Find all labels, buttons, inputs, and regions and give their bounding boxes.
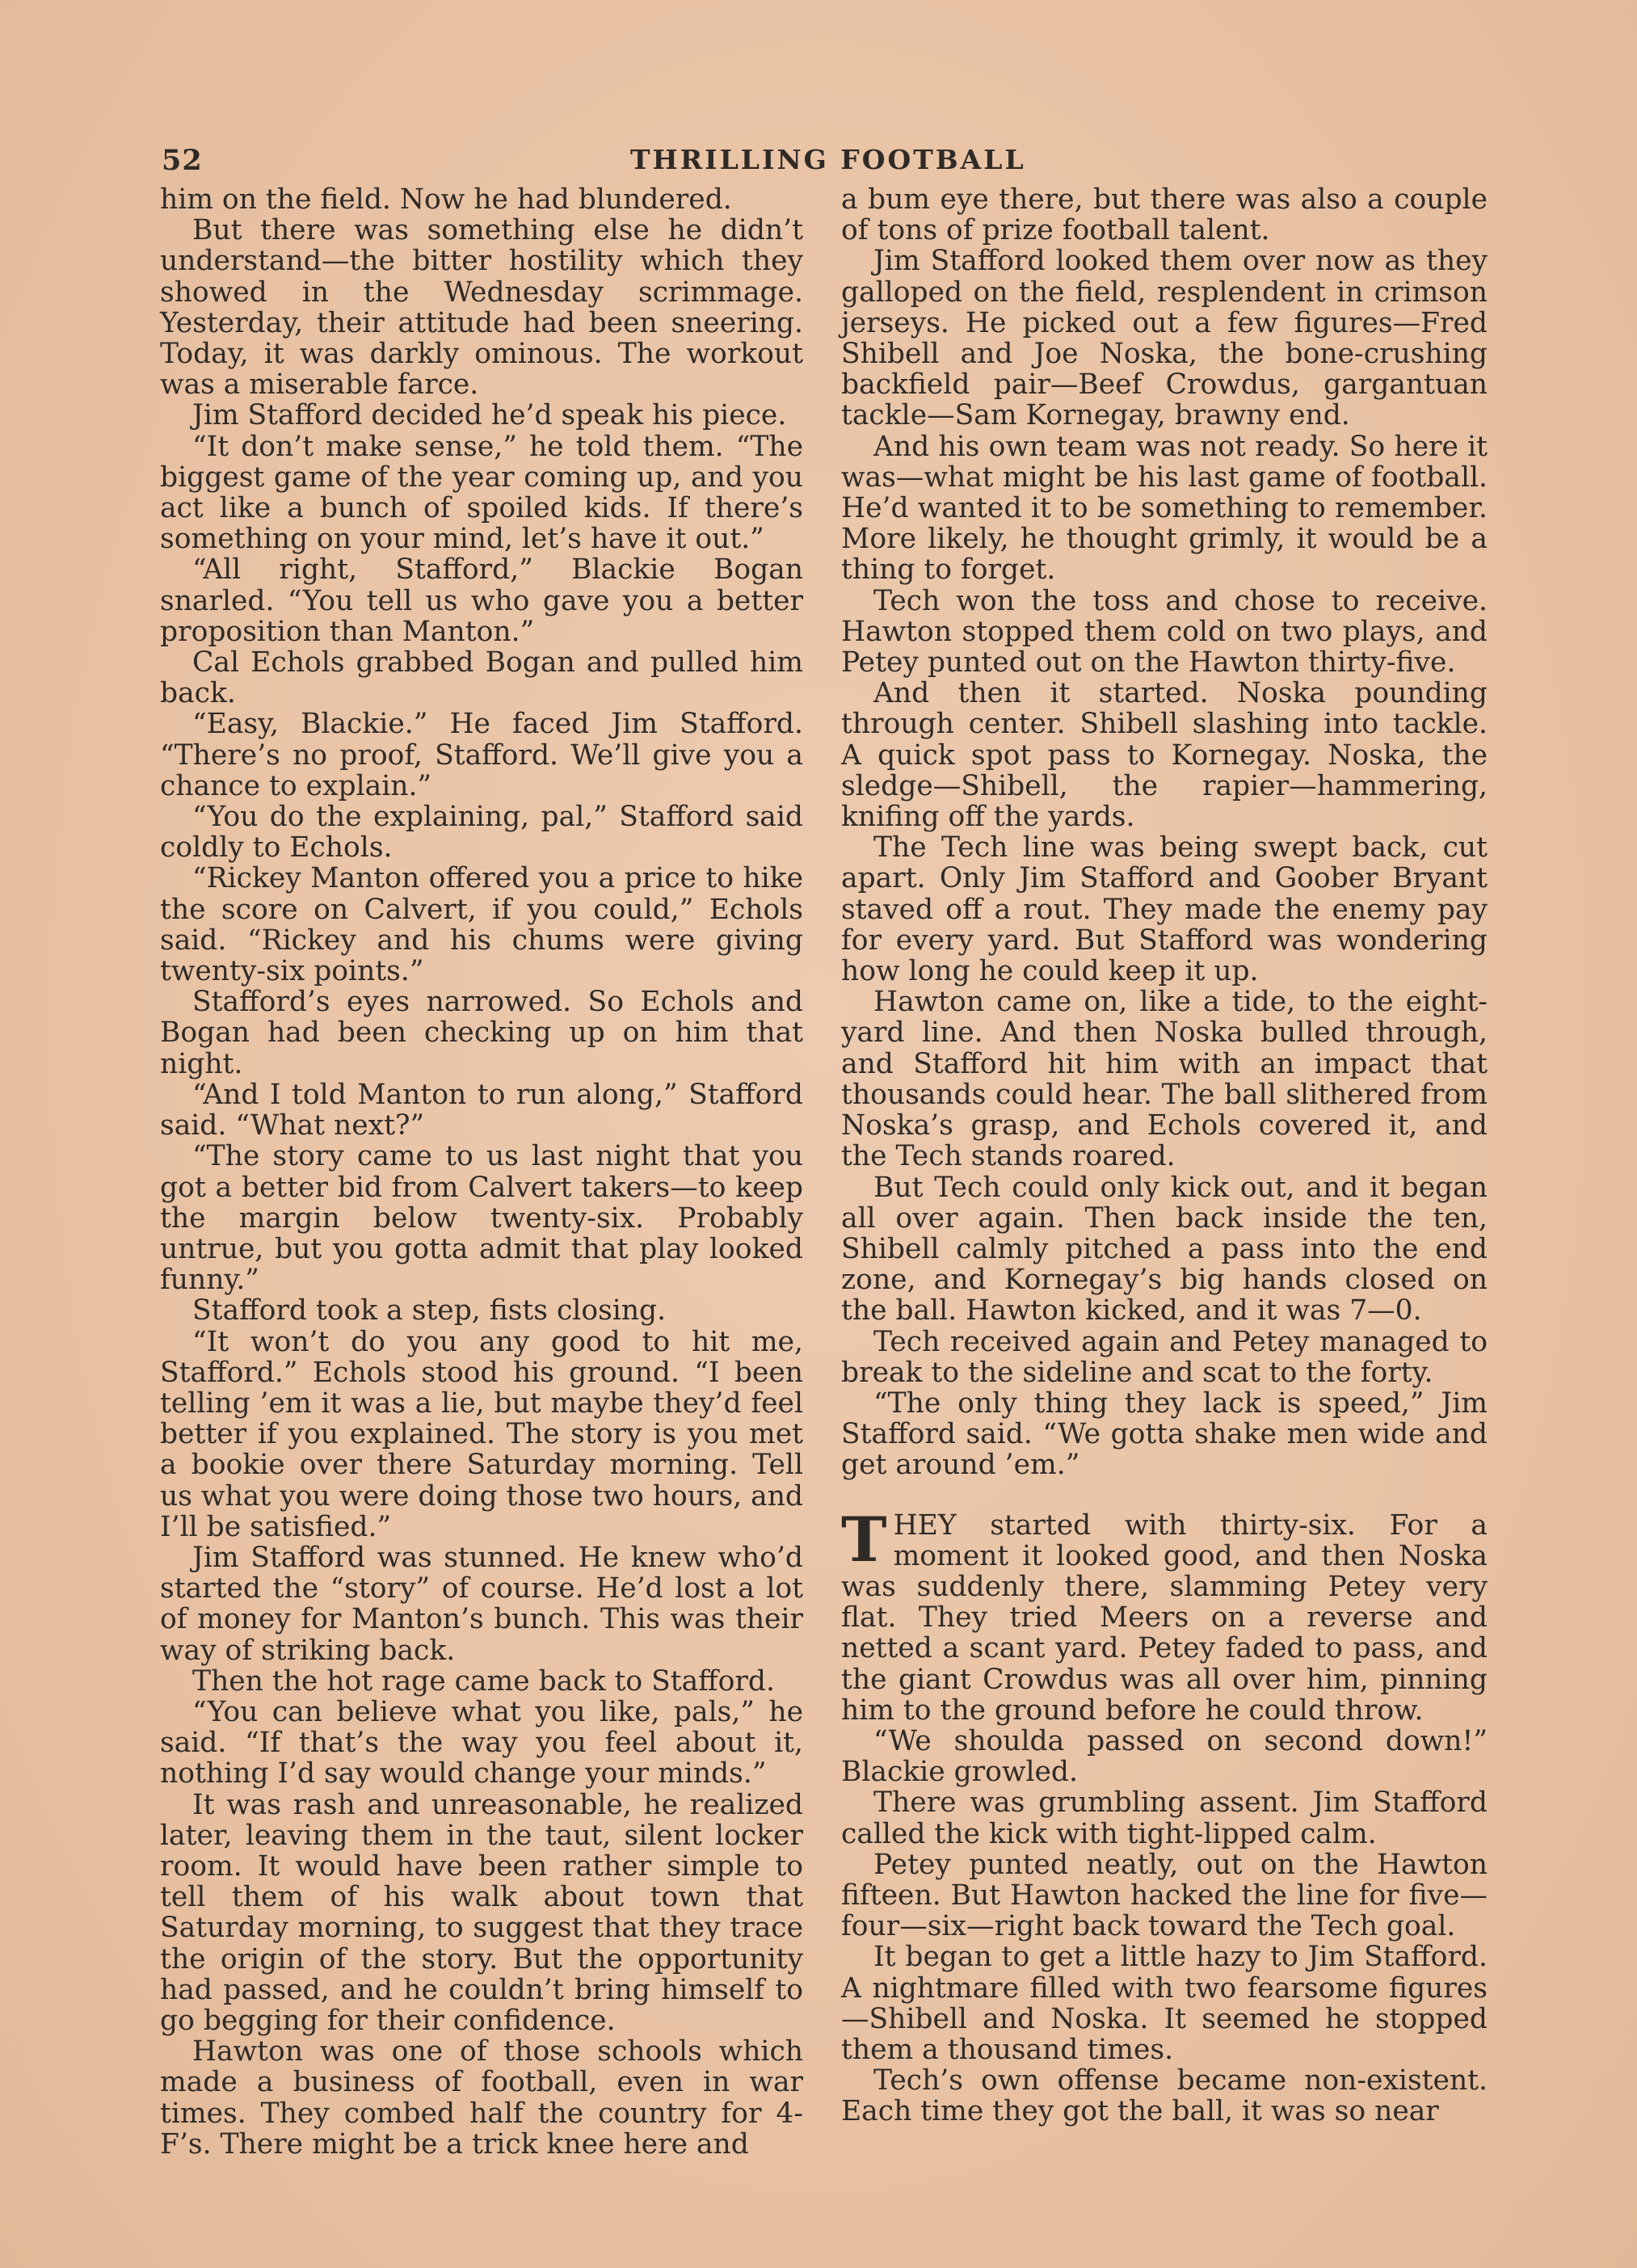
- paragraph: “The only thing they lack is speed,” Jim Stafford said. “We gotta shake men wide and get around ’em.”: [841, 1386, 1488, 1482]
- paragraph: “Easy, Blackie.” He faced Jim Stafford. “There’s no proof, Stafford. We’ll give you a chance to explain.”: [160, 708, 803, 802]
- paragraph: “You can believe what you like, pals,” he said. “If that’s the way you feel about it, nothing I’d say would change your minds.”: [160, 1695, 803, 1790]
- paragraph: Tech’s own offense became non-existent. Each time they got the ball, it was so near: [841, 2064, 1488, 2128]
- paragraph: “It don’t make sense,” he told them. “The biggest game of the year coming up, and you act like a bunch of spoiled kids. If there’s something on your mind, let’s have it out.”: [160, 430, 803, 556]
- paragraph: Jim Stafford looked them over now as they galloped on the field, resplendent in crimson jerseys. He picked out a few figures—Fred Shibell and Joe Noska, the bone-crushing backfield pair—Beef Crowdus, gargantuan tackle—Sam Kornegay, brawny end.: [841, 245, 1488, 432]
- paragraph: Tech received again and Petey managed to break to the sideline and scat to the forty.: [841, 1325, 1488, 1389]
- section-opening-paragraph: [841, 1503, 1488, 1727]
- paragraph: “Rickey Manton offered you a price to hike the score on Calvert, if you could,” Echols said. “Rickey and his chums were giving twenty-six points.”: [160, 862, 803, 988]
- right-column: [841, 184, 1488, 2127]
- paragraph: Jim Stafford was stunned. He knew who’d started the “story” of course. He’d lost a lot of money for Manton’s bunch. This was their way of striking back.: [160, 1541, 803, 1667]
- paragraph: Petey punted neatly, out on the Hawton fifteen. But Hawton hacked the line for five—four—six—right back toward the Tech goal.: [841, 1848, 1488, 1943]
- paragraph: But Tech could only kick out, and it began all over again. Then back inside the ten, Shibell calmly pitched a pass into the end zone, and Kornegay’s big hands closed on the ball. Hawton kicked, and it was 7—0.: [841, 1171, 1488, 1328]
- paragraph: And then it started. Noska pounding through center. Shibell slashing into tackle. A quick spot pass to Kornegay. Noska, the sledge—Shibell, the rapier—hammering, knifing off the yards.: [841, 677, 1488, 834]
- paragraph: Hawton was one of those schools which made a business of football, even in war times. They combed half the country for 4-F’s. There might be a trick knee here and: [160, 2035, 803, 2161]
- running-head: THRILLING FOOTBALL: [630, 144, 1026, 175]
- page-header: [162, 144, 1487, 184]
- paragraph: “All right, Stafford,” Blackie Bogan snarled. “You tell us who gave you a better proposition than Manton.”: [160, 553, 803, 648]
- paragraph: But there was something else he didn’t understand—the bitter hostility which they showed in the Wednesday scrimmage. Yesterday, their attitude had been sneering. Today, it was darkly ominous. The workout was a miserable farce.: [160, 214, 803, 402]
- paragraph: It began to get a little hazy to Jim Stafford. A nightmare filled with two fearsome figures—Shibell and Noska. It seemed he stopped them a thousand times.: [841, 1941, 1488, 2066]
- section-opening-text: HEY started with thirty-six. For a moment it looked good, and then Noska was suddenly there, slamming Petey very flat. They tried Meers on a reverse and netted a scant yard. Petey faded to pass, and the giant Crowdus was all over him, pinning him to the ground before he could throw.: [841, 1508, 1488, 1727]
- paragraph: “We shoulda passed on second down!” Blackie growled.: [841, 1724, 1488, 1789]
- paragraph: The Tech line was being swept back, cut apart. Only Jim Stafford and Goober Bryant staved off a rout. They made the enemy pay for every yard. But Stafford was wondering how long he could keep it up.: [841, 831, 1488, 988]
- paragraph: “It won’t do you any good to hit me, Stafford.” Echols stood his ground. “I been telling ’em it was a lie, but maybe they’d feel better if you explained. The story is you met a bookie over there Saturday morning. Tell us what you were doing those two hours, and I’ll be satisfied.”: [160, 1325, 803, 1543]
- paragraph: Stafford’s eyes narrowed. So Echols and Bogan had been checking up on him that night.: [160, 986, 803, 1080]
- paragraph: Hawton came on, like a tide, to the eight-yard line. And then Noska bulled through, and Stafford hit him with an impact that thousands could hear. The ball slithered from Noska’s grasp, and Echols covered it, and the Tech stands roared.: [841, 986, 1488, 1173]
- paragraph: And his own team was not ready. So here it was—what might be his last game of football. He’d wanted it to be something to remember. More likely, he thought grimly, it would be a thing to forget.: [841, 430, 1488, 587]
- page-number: 52: [162, 144, 203, 177]
- drop-cap: T: [841, 1503, 887, 1576]
- paragraph: Jim Stafford decided he’d speak his piece.: [192, 399, 787, 432]
- paragraph: “The story came to us last night that you got a better bid from Calvert takers—to keep the margin below twenty-six. Probably untrue, but you gotta admit that play looked funny.”: [160, 1140, 803, 1297]
- paragraph: Tech won the toss and chose to receive. Hawton stopped them cold on two plays, and Petey punted out on the Hawton thirty-five.: [841, 584, 1488, 680]
- paragraph: him on the field. Now he had blundered.: [160, 183, 732, 216]
- paragraph: Stafford took a step, fists closing.: [192, 1294, 667, 1328]
- left-column: [160, 184, 803, 2160]
- paragraph: It was rash and unreasonable, he realized later, leaving them in the taut, silent locker room. It would have been rather simple to tell them of his walk about town that Saturday morning, to suggest that they trace the origin of the story. But the opportunity had passed, and he couldn’t bring himself to go begging for their confidence.: [160, 1788, 803, 2037]
- paragraph: There was grumbling assent. Jim Stafford called the kick with tight-lipped calm.: [841, 1786, 1488, 1850]
- paragraph: Cal Echols grabbed Bogan and pulled him back.: [160, 646, 803, 710]
- paragraph: “You do the explaining, pal,” Stafford said coldly to Echols.: [160, 801, 803, 865]
- paragraph: a bum eye there, but there was also a couple of tons of prize football talent.: [841, 183, 1488, 247]
- paragraph: Then the hot rage came back to Stafford.: [192, 1664, 775, 1698]
- paragraph: “And I told Manton to run along,” Stafford said. “What next?”: [160, 1078, 803, 1142]
